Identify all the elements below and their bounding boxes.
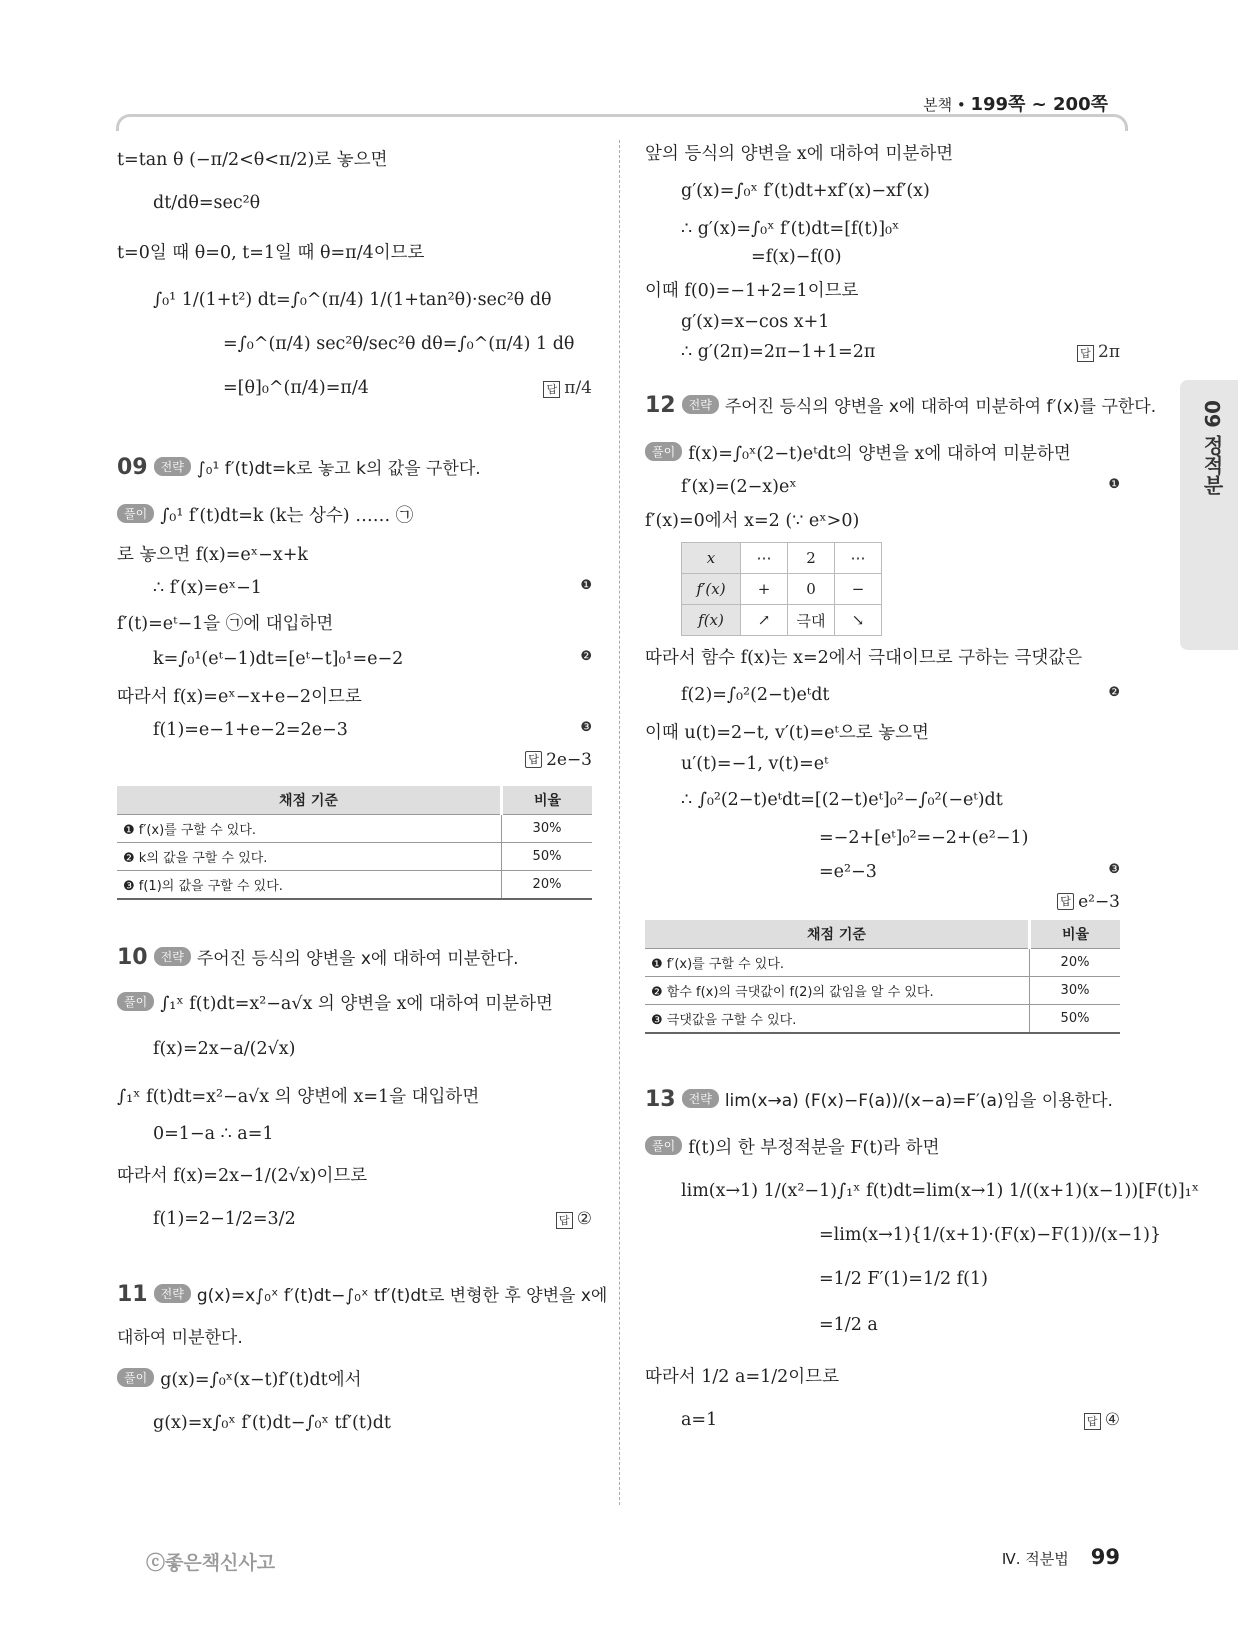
sol13-line-7: a=1 답 ④ — [681, 1410, 1120, 1430]
table-row: x ⋯ 2 ⋯ — [682, 543, 882, 574]
marker-3: ❸ — [1108, 862, 1120, 877]
sol09-line-4: f′(t)=eᵗ−1을 ㉠에 대입하면 — [117, 614, 334, 634]
problem-number: 12 — [645, 393, 676, 418]
sol12-line-2: f′(x)=(2−x)eˣ ❶ — [681, 477, 1120, 497]
sol09-line-5: k=∫₀¹(eᵗ−1)dt=[eᵗ−t]₀¹=e−2 ❷ — [153, 649, 592, 669]
sol11b-line-1: 앞의 등식의 양변을 x에 대하여 미분하면 — [645, 144, 954, 164]
sol12-line-9: =−2+[eᵗ]₀²=−2+(e²−1) — [819, 828, 1029, 848]
sol12-line-7: u′(t)=−1, v(t)=eᵗ — [681, 754, 829, 774]
sol13-line-3: =lim(x→1){1/(x+1)·(F(x)−F(1))/(x−1)} — [819, 1225, 1162, 1245]
sol13-line-6: 따라서 1/2 a=1/2이므로 — [645, 1367, 839, 1387]
bounds-line: t=0일 때 θ=0, t=1일 때 θ=π/4이므로 — [117, 243, 425, 263]
sol12-line-1: 풀이 f(x)=∫₀ˣ(2−t)eᵗdt의 양변을 x에 대하여 미분하면 — [645, 440, 1120, 465]
sol09-line-1: 풀이 ∫₀¹ f′(t)dt=k (k는 상수) …… ㉠ — [117, 502, 592, 527]
sol11b-line-5: 이때 f(0)=−1+2=1이므로 — [645, 281, 859, 301]
right-column — [645, 140, 1200, 1430]
answer-09: 답 2e−3 — [117, 750, 592, 770]
problem-11-header — [117, 1281, 608, 1307]
table-row: f(x) ↗ 극대 ↘ — [682, 605, 882, 636]
sol11b-line-7: ∴ g′(2π)=2π−1+1=2π 답 2π — [681, 342, 1120, 362]
solution-badge: 풀이 — [117, 992, 154, 1011]
integral-result: =[θ]₀^(π/4)=π/4 — [223, 378, 369, 398]
sol13-line-2: lim(x→1) 1/(x²−1)∫₁ˣ f(t)dt=lim(x→1) 1/((x+1)(x−1))[F(t)]₁ˣ — [681, 1181, 1200, 1201]
criteria-header: 채점 기준 — [645, 920, 1030, 949]
chapter-side-tab[interactable] — [1180, 380, 1238, 650]
sol12-line-3: f′(x)=0에서 x=2 (∵ eˣ>0) — [645, 511, 860, 531]
sol13-line-5: =1/2 a — [819, 1315, 878, 1335]
ratio-header: 비율 — [1030, 920, 1121, 949]
problem-number: 10 — [117, 945, 148, 970]
sign-table — [681, 542, 882, 636]
strategy-badge: 전략 — [154, 457, 191, 476]
problem-number: 09 — [117, 455, 148, 480]
table-row: ❷ k의 값을 구할 수 있다. 50% — [117, 843, 592, 871]
problem-number: 11 — [117, 1282, 148, 1307]
page-range: 199쪽 ~ 200쪽 — [970, 94, 1108, 115]
sol10-line-3: ∫₁ˣ f(t)dt=x²−a√x 의 양변에 x=1을 대입하면 — [117, 1087, 480, 1107]
sol12-line-10: =e²−3 ❸ — [819, 862, 1120, 882]
solution-badge: 풀이 — [645, 442, 682, 461]
problem-10-header — [117, 944, 592, 970]
sol09-line-3: ∴ f′(x)=eˣ−1 ❶ — [153, 578, 592, 598]
strategy-text: ∫₀¹ f′(t)dt=k로 놓고 k의 값을 구한다. — [196, 459, 481, 479]
strategy-badge: 전략 — [682, 1089, 719, 1108]
sol12-line-5: f(2)=∫₀²(2−t)eᵗdt ❷ — [681, 685, 1120, 705]
criteria-header: 채점 기준 — [117, 786, 502, 815]
problem-number: 13 — [645, 1087, 676, 1112]
sol11b-line-6: g′(x)=x−cos x+1 — [681, 312, 830, 332]
sol12-line-4: 따라서 함수 f(x)는 x=2에서 극대이므로 구하는 극댓값은 — [645, 648, 1083, 668]
table-row: f′(x) + 0 − — [682, 574, 882, 605]
strategy-text: 주어진 등식의 양변을 x에 대하여 미분한다. — [196, 949, 519, 969]
table-row: ❷ 함수 f(x)의 극댓값이 f(2)의 값임을 알 수 있다. 30% — [645, 977, 1120, 1005]
sol09-line-6: 따라서 f(x)=eˣ−x+e−2이므로 — [117, 687, 362, 707]
scoring-table-09 — [117, 786, 592, 900]
strategy-text: g(x)=x∫₀ˣ f′(t)dt−∫₀ˣ tf′(t)dt로 변형한 후 양변을 x에 — [196, 1286, 608, 1306]
derivative-line: dt/dθ=sec²θ — [153, 193, 261, 213]
sol12-line-6: 이때 u(t)=2−t, v′(t)=eᵗ으로 놓으면 — [645, 723, 929, 743]
column-divider — [619, 140, 620, 1505]
chapter-label: Ⅳ. 적분법 — [1001, 1550, 1069, 1568]
sol11-line-1: 풀이 g(x)=∫₀ˣ(x−t)f′(t)dt에서 — [117, 1366, 592, 1391]
answer-10: 답 ② — [556, 1209, 592, 1229]
sol10-line-2: f(x)=2x−a/(2√x) — [153, 1039, 296, 1059]
sol11b-line-3: ∴ g′(x)=∫₀ˣ f′(t)dt=[f(t)]₀ˣ — [681, 219, 900, 239]
sol10-line-4: 0=1−a ∴ a=1 — [153, 1124, 274, 1144]
table-row: ❶ f′(x)를 구할 수 있다. 30% — [117, 815, 592, 843]
answer-12: 답 e²−3 — [645, 892, 1120, 912]
table-row: ❸ 극댓값을 구할 수 있다. 50% — [645, 1005, 1120, 1034]
table-row: ❸ f(1)의 값을 구할 수 있다. 20% — [117, 871, 592, 900]
sol10-line-5: 따라서 f(x)=2x−1/(2√x)이므로 — [117, 1166, 368, 1186]
scoring-table-12 — [645, 920, 1120, 1034]
problem-09-header — [117, 454, 592, 480]
sol12-line-8: ∴ ∫₀²(2−t)eᵗdt=[(2−t)eᵗ]₀²−∫₀²(−eᵗ)dt — [681, 790, 1003, 810]
left-column — [117, 140, 608, 1433]
table-row: ❶ f′(x)를 구할 수 있다. 20% — [645, 949, 1120, 977]
publisher-logo: ⓒ좋은책신사고 — [146, 1552, 276, 1574]
answer-11: 답 2π — [1077, 342, 1120, 362]
book-label: 본책 — [923, 96, 953, 114]
marker-3: ❸ — [580, 720, 592, 735]
marker-1: ❶ — [1108, 477, 1120, 492]
solution-badge: 풀이 — [645, 1136, 682, 1155]
page-footer — [1002, 1545, 1120, 1569]
header-rule — [116, 114, 1128, 131]
answer-13: 답 ④ — [1084, 1410, 1120, 1430]
solution-badge: 풀이 — [117, 1368, 154, 1387]
marker-1: ❶ — [580, 578, 592, 593]
sol11-line-2: g(x)=x∫₀ˣ f′(t)dt−∫₀ˣ tf′(t)dt — [153, 1413, 391, 1433]
integral-line-2: =∫₀^(π/4) sec²θ/sec²θ dθ=∫₀^(π/4) 1 dθ — [223, 334, 575, 354]
ratio-header: 비율 — [502, 786, 593, 815]
chapter-tab-label: 09 정적분 — [1200, 400, 1224, 495]
sol09-line-7: f(1)=e−1+e−2=2e−3 ❸ — [153, 720, 592, 740]
strategy-text-cont: 대하여 미분한다. — [117, 1328, 243, 1348]
integral-line-3 — [117, 378, 592, 398]
sol10-line-6: f(1)=2−1/2=3/2 답 ② — [153, 1209, 592, 1229]
strategy-text: 주어진 등식의 양변을 x에 대하여 미분하여 f′(x)를 구한다. — [724, 397, 1157, 417]
strategy-badge: 전략 — [154, 1284, 191, 1303]
sol11b-line-2: g′(x)=∫₀ˣ f′(t)dt+xf′(x)−xf′(x) — [681, 181, 930, 201]
integral-line-1: ∫₀¹ 1/(1+t²) dt=∫₀^(π/4) 1/(1+tan²θ)·sec²θ dθ — [153, 290, 552, 310]
solution-badge: 풀이 — [117, 504, 154, 523]
sol11b-line-4: =f(x)−f(0) — [751, 247, 842, 267]
problem-12-header — [645, 392, 1157, 418]
marker-2: ❷ — [580, 649, 592, 664]
strategy-badge: 전략 — [154, 947, 191, 966]
sol10-line-1: 풀이 ∫₁ˣ f(t)dt=x²−a√x 의 양변을 x에 대하여 미분하면 — [117, 990, 592, 1015]
problem-13-header — [645, 1086, 1120, 1112]
answer-08: 답 π/4 — [543, 378, 592, 398]
page-reference: 본책 • 199쪽 ~ 200쪽 — [923, 94, 1108, 115]
strategy-badge: 전략 — [682, 395, 719, 414]
page-number: 99 — [1090, 1545, 1120, 1569]
sol13-line-4: =1/2 F′(1)=1/2 f(1) — [819, 1269, 988, 1289]
marker-2: ❷ — [1108, 685, 1120, 700]
sol09-line-2: 로 놓으면 f(x)=eˣ−x+k — [117, 545, 308, 565]
sub-line: t=tan θ (−π/2<θ<π/2)로 놓으면 — [117, 150, 388, 170]
sol13-line-1: 풀이 f(t)의 한 부정적분을 F(t)라 하면 — [645, 1134, 1120, 1159]
strategy-text: lim(x→a) (F(x)−F(a))/(x−a)=F′(a)임을 이용한다. — [724, 1091, 1113, 1111]
